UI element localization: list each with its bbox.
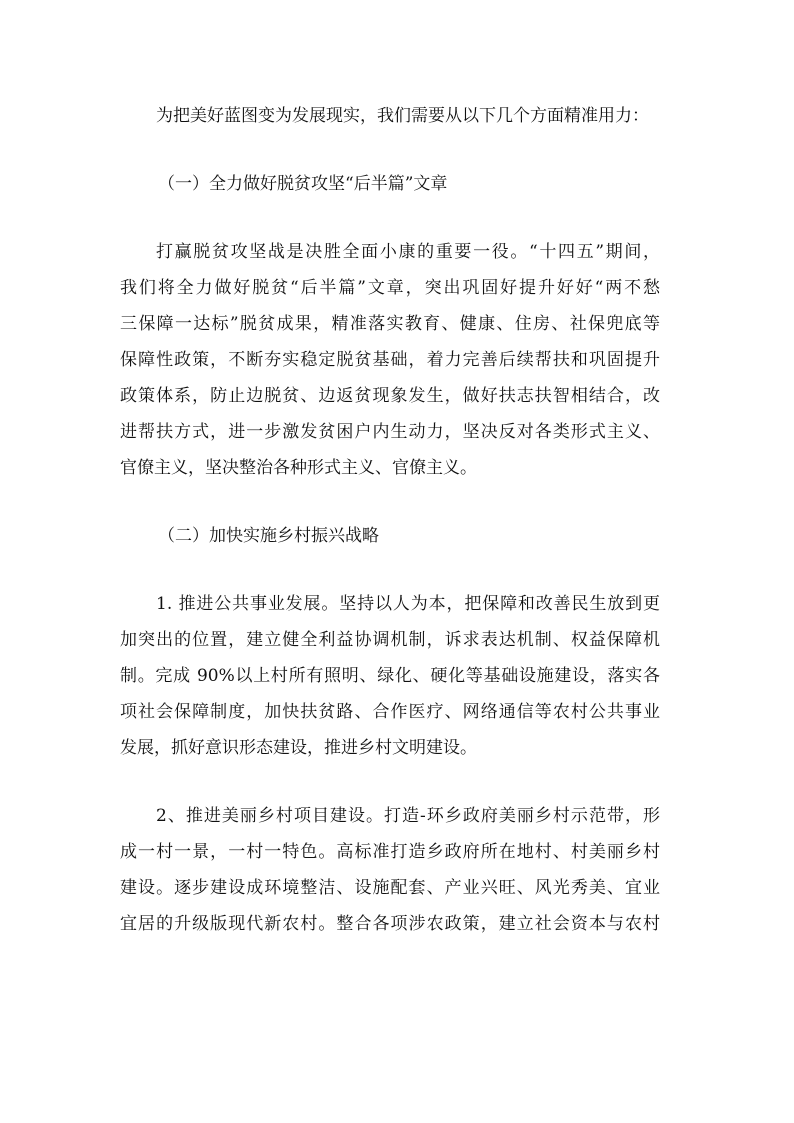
spacer: [120, 766, 660, 798]
section-heading-1: （一）全力做好脱贫攻坚“后半篇”文章: [158, 174, 448, 194]
document-page: [120, 98, 660, 942]
paragraph-line: 我们将全力做好脱贫“后半篇”文章，突出巩固好提升好好“两不愁: [120, 278, 660, 298]
paragraph-line: 加突出的位置，建立健全利益协调机制，诉求表达机制、权益保障机: [120, 630, 660, 650]
section-2-item-1-paragraph: [120, 586, 660, 766]
paragraph-line: 保障性政策，不断夯实稳定脱贫基础，着力完善后续帮扶和巩固提升: [120, 350, 660, 370]
paragraph-line: 三保障一达标”脱贫成果，精准落实教育、健康、住房、社保兜底等: [120, 314, 660, 334]
paragraph-line: 建设。逐步建设成环境整洁、设施配套、产业兴旺、风光秀美、宜业: [120, 878, 660, 898]
paragraph-line: 进帮扶方式，进一步激发贫困户内生动力，坚决反对各类形式主义、: [120, 422, 660, 442]
paragraph-line: 制。完成 90%以上村所有照明、绿化、硬化等基础设施建设，落实各: [120, 666, 660, 686]
paragraph-line: 宜居的升级版现代新农村。整合各项涉农政策，建立社会资本与农村: [120, 914, 660, 934]
paragraph-line: 官僚主义，坚决整治各种形式主义、官僚主义。: [120, 458, 477, 478]
spacer: [120, 134, 660, 166]
paragraph-line: 政策体系，防止边脱贫、边返贫现象发生，做好扶志扶智相结合，改: [120, 386, 660, 406]
spacer: [120, 554, 660, 586]
intro-paragraph: 为把美好蓝图变为发展现实，我们需要从以下几个方面精准用力：: [156, 106, 649, 126]
paragraph-line: 1. 推进公共事业发展。坚持以人为本，把保障和改善民生放到更: [156, 594, 660, 614]
paragraph-line: 2、推进美丽乡村项目建设。打造-环乡政府美丽乡村示范带，形: [156, 806, 660, 826]
paragraph-line: 成一村一景，一村一特色。高标准打造乡政府所在地村、村美丽乡村: [120, 842, 660, 862]
section-2-item-2-paragraph: [120, 798, 660, 942]
section-1-paragraph: [120, 234, 660, 486]
spacer: [120, 486, 660, 518]
paragraph-line: 打赢脱贫攻坚战是决胜全面小康的重要一役。“十四五”期间，: [156, 242, 660, 262]
section-heading-2: （二）加快实施乡村振兴战略: [158, 526, 379, 546]
paragraph-line: 发展，抓好意识形态建设，推进乡村文明建设。: [120, 738, 477, 758]
spacer: [120, 202, 660, 234]
paragraph-line: 项社会保障制度，加快扶贫路、合作医疗、网络通信等农村公共事业: [120, 702, 660, 722]
